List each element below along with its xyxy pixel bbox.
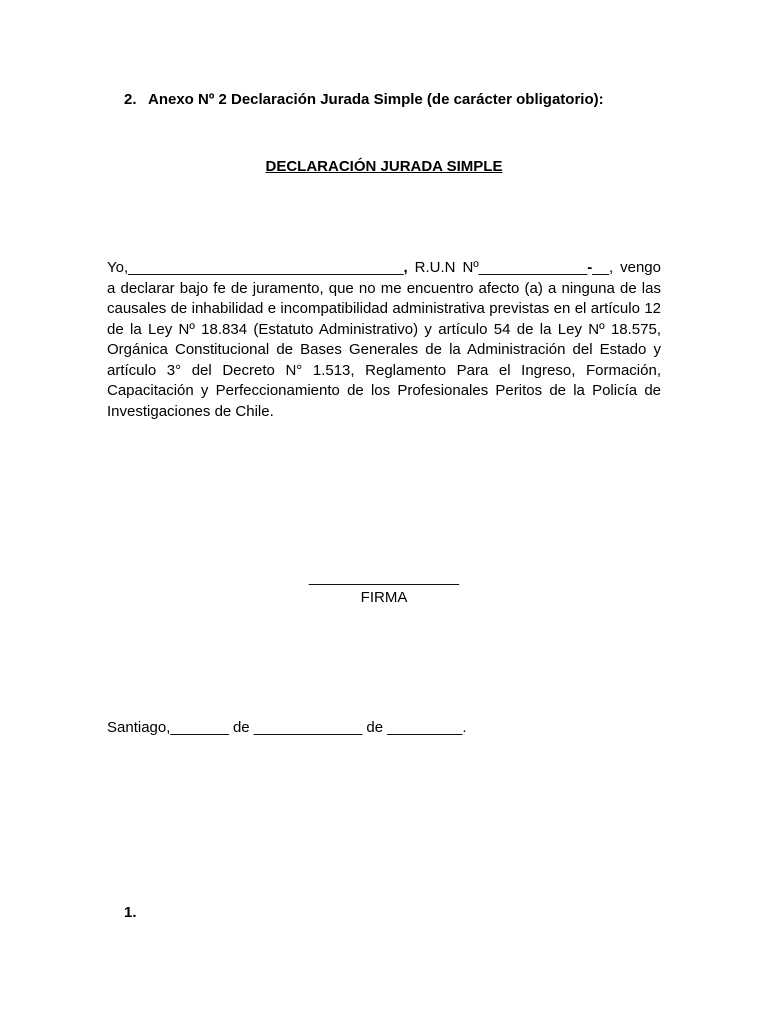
signature-line: __________________: [308, 569, 460, 586]
footer-list-number: 1.: [124, 904, 137, 921]
annex-heading: [124, 91, 604, 108]
dv-blank: __: [592, 259, 609, 276]
run-dash: -: [587, 259, 593, 276]
signature-block: [0, 568, 768, 608]
document-title: DECLARACIÓN JURADA SIMPLE: [265, 158, 503, 175]
name-blank: _________________________________: [128, 259, 404, 276]
place-date-line: Santiago,_______ de _____________ de _________.: [107, 719, 467, 736]
name-comma: ,: [403, 259, 408, 276]
declaration-paragraph: [107, 258, 661, 422]
heading-text: Anexo Nº 2 Declaración Jurada Simple (de carácter obligatorio):: [148, 91, 604, 108]
run-label: R.U.N Nº: [407, 259, 479, 276]
declaration-prefix: Yo,: [107, 259, 129, 276]
run-blank: _____________: [478, 259, 588, 276]
heading-number: 2.: [124, 91, 137, 108]
signature-label: FIRMA: [360, 589, 408, 606]
declaration-body: , vengo a declarar bajo fe de juramento, que no me encuentro afecto (a) a ninguna de las causales de inhabilidad e incompatibilidad administrativa previstas en el artículo 12 de la Ley Nº 18.834 (Estatuto Administrativo) y artículo 54 de la Ley Nº 18.575, Orgánica Constitucional de Bases Generales de la Administración del Estado y artículo 3° del Decreto N° 1.513, Reglamento Para el Ingreso, Formación, Capacitación y Perfeccionamiento de los Profesionales Peritos de la Policía de Investigaciones de Chile.: [107, 259, 661, 420]
